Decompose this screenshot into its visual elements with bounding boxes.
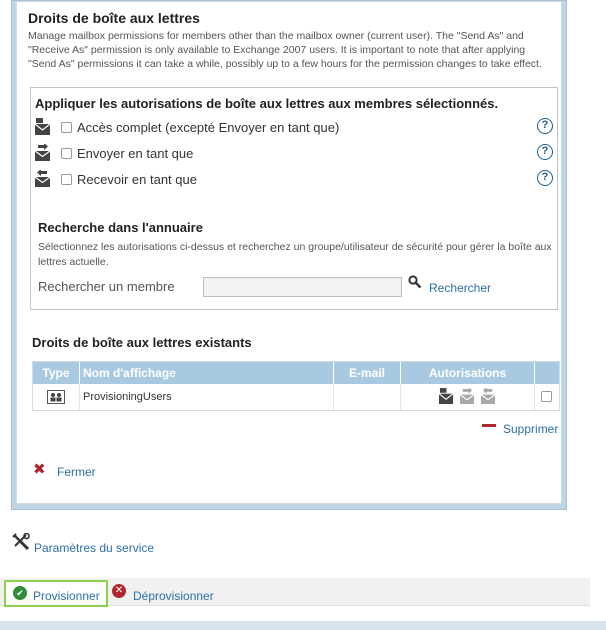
help-icon[interactable]: ?	[537, 118, 553, 134]
provision-button[interactable]	[4, 580, 108, 607]
section-description: Manage mailbox permissions for members other than the mailbox owner (current user). The "Send As" and "Receive As" permission is only available to Exchange 2007 users. It is important to note that after applying "Send As" permissions it can take a while, possibly up to a few hours for the permission changes to take effect.	[28, 30, 542, 70]
receive-as-mailbox-icon	[35, 170, 51, 188]
column-type: Type	[33, 362, 80, 384]
existing-rights-table	[32, 361, 560, 411]
permission-row-full-access	[35, 118, 553, 138]
send-as-label: Envoyer en tant que	[77, 146, 194, 161]
section-title: Droits de boîte aux lettres	[28, 10, 200, 26]
page-footer-strip	[0, 621, 606, 630]
mailbox-rights-panel	[11, 0, 567, 510]
close-label: Fermer	[57, 465, 96, 479]
send-as-mailbox-icon	[35, 144, 51, 162]
apply-permissions-box	[30, 87, 558, 310]
send-as-checkbox[interactable]	[61, 148, 72, 159]
permission-row-send-as	[35, 144, 553, 164]
existing-rights-title: Droits de boîte aux lettres existants	[32, 335, 252, 350]
deprovision-icon: ✕	[112, 584, 126, 598]
check-icon: ✔	[13, 586, 27, 600]
full-access-label: Accès complet (excepté Envoyer en tant que)	[77, 120, 340, 135]
table-row	[33, 384, 559, 410]
permission-row-receive-as	[35, 170, 553, 190]
tools-icon	[12, 533, 30, 551]
full-access-mailbox-icon	[439, 388, 454, 405]
email-cell	[334, 384, 401, 410]
apply-permissions-title: Appliquer les autorisations de boîte aux lettres aux membres sélectionnés.	[35, 96, 499, 111]
receive-as-mailbox-icon	[481, 388, 496, 405]
column-permissions: Autorisations	[401, 362, 535, 384]
row-select-checkbox[interactable]	[541, 391, 552, 402]
member-search-input[interactable]	[203, 277, 402, 297]
close-icon: ✖	[33, 461, 46, 478]
display-name-cell: ProvisioningUsers	[80, 384, 334, 410]
table-header	[33, 362, 559, 384]
column-select	[535, 362, 559, 384]
type-cell	[33, 384, 80, 410]
select-cell	[535, 384, 559, 410]
column-display-name: Nom d'affichage	[80, 362, 334, 384]
action-bar	[0, 578, 590, 606]
column-email: E-mail	[334, 362, 401, 384]
member-search-label: Rechercher un membre	[38, 279, 175, 294]
deprovision-label: Déprovisionner	[133, 589, 214, 603]
help-icon[interactable]: ?	[537, 170, 553, 186]
directory-search-description: Sélectionnez les autorisations ci-dessus et recherchez un groupe/utilisateur de sécurité pour gérer la boîte aux lettres actuelle.	[38, 241, 552, 268]
directory-search-title: Recherche dans l'annuaire	[38, 220, 203, 235]
search-icon[interactable]	[408, 275, 422, 289]
delete-label: Supprimer	[503, 422, 559, 436]
service-settings-label: Paramètres du service	[34, 541, 155, 555]
receive-as-label: Recevoir en tant que	[77, 172, 197, 187]
group-icon	[47, 390, 65, 404]
help-icon[interactable]: ?	[537, 144, 553, 160]
permissions-cell	[401, 384, 535, 410]
minus-icon	[482, 424, 496, 427]
send-as-mailbox-icon	[460, 388, 475, 405]
search-link[interactable]: Rechercher	[429, 281, 492, 295]
full-access-mailbox-icon	[35, 118, 51, 136]
mailbox-rights-content	[16, 1, 562, 504]
full-access-checkbox[interactable]	[61, 122, 72, 133]
provision-label: Provisionner	[33, 589, 100, 603]
receive-as-checkbox[interactable]	[61, 174, 72, 185]
